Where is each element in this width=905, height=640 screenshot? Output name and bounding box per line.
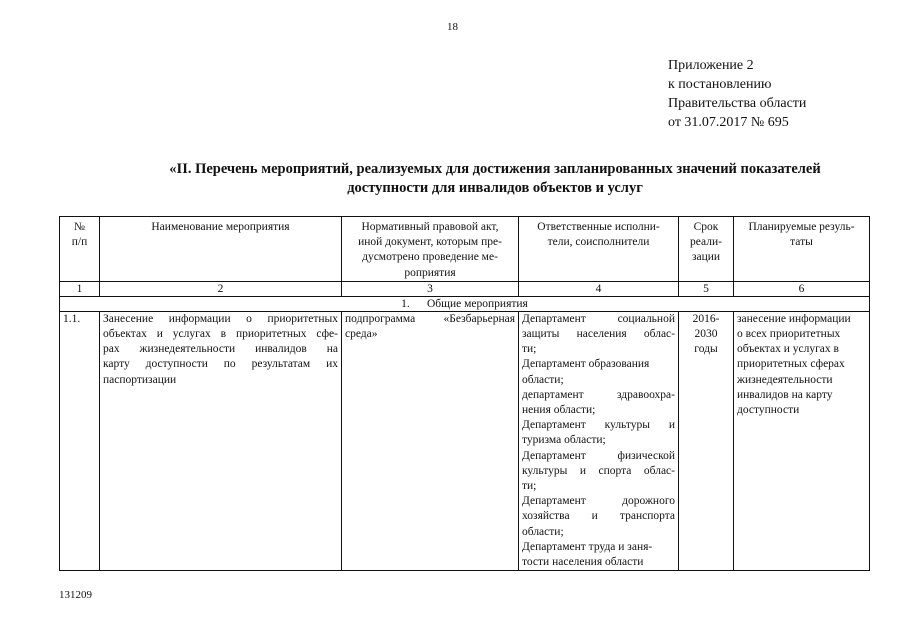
- header-line: дусмотрено проведение ме-: [362, 251, 498, 264]
- row-name-line: паспортизации: [103, 373, 177, 386]
- row-responsible-line: Департамент дорожного: [522, 495, 675, 508]
- row-act-line: подпрограмма «Безбарьерная: [345, 312, 515, 325]
- column-number: 6: [734, 281, 870, 296]
- header-line: таты: [790, 236, 813, 249]
- column-number-row: [60, 281, 870, 296]
- header-line: зации: [691, 251, 721, 264]
- column-number: 4: [519, 281, 679, 296]
- header-line: роприятия: [404, 266, 456, 279]
- row-term-line: 2016-: [692, 312, 720, 325]
- row-name-line: рах жизнедеятельности инвалидов на: [103, 343, 338, 356]
- appendix-line: к постановлению: [668, 77, 772, 92]
- header-line: Планируемые резуль-: [748, 221, 855, 233]
- row-responsible-line: культуры и спорта облас-: [522, 464, 675, 477]
- row-responsible-line: тости населения области: [522, 556, 644, 569]
- header-results: [734, 217, 870, 282]
- row-name-line: Занесение информации о приоритетных: [103, 312, 338, 325]
- row-results-line: о всех приоритетных: [737, 328, 841, 341]
- appendix-line: от 31.07.2017 № 695: [668, 115, 789, 130]
- row-name-line: объектах и услугах в приоритетных сфе-: [103, 328, 338, 341]
- section-title: 1. Общие мероприятия: [60, 296, 870, 311]
- row-term-line: 2030: [694, 328, 718, 341]
- header-responsible: [519, 217, 679, 282]
- header-term: [679, 217, 734, 282]
- row-responsible-line: защиты населения облас-: [522, 328, 675, 341]
- row-act: [342, 311, 519, 570]
- appendix-block: [668, 56, 806, 132]
- row-responsible-line: туризма области;: [522, 434, 606, 447]
- header-line: Срок: [693, 221, 719, 233]
- appendix-line: Правительства области: [668, 96, 807, 111]
- row-responsible-line: области;: [522, 373, 564, 386]
- row-responsible-line: нения области;: [522, 404, 596, 417]
- row-results-line: инвалидов на карту: [737, 388, 833, 401]
- header-line: иной документ, которым пре-: [358, 236, 502, 249]
- row-results-line: занесение информации: [737, 312, 851, 325]
- row-responsible-line: области;: [522, 525, 564, 538]
- header-line: Нормативный правовой акт,: [361, 221, 499, 233]
- row-responsible: [519, 311, 679, 570]
- column-number: 3: [342, 281, 519, 296]
- row-responsible-line: хозяйства и транспорта: [522, 510, 675, 523]
- row-responsible-line: Департамент социальной: [522, 312, 675, 325]
- row-responsible-line: Департамент физической: [522, 449, 675, 462]
- row-responsible-line: Департамент культуры и: [522, 419, 675, 432]
- header-name: [100, 217, 342, 282]
- document-title: [100, 160, 890, 198]
- document-code: 131209: [59, 589, 92, 601]
- row-responsible-line: департамент здравоохра-: [522, 388, 675, 401]
- section-row: [60, 296, 870, 311]
- row-results-line: доступности: [737, 404, 800, 417]
- measures-table: [59, 216, 870, 571]
- header-line: Наименование мероприятия: [151, 221, 290, 233]
- row-number: 1.1.: [60, 311, 100, 570]
- header-line: Ответственные исполни-: [537, 221, 660, 233]
- row-results-line: приоритетных сферах: [737, 358, 845, 371]
- row-act-line: среда»: [345, 328, 378, 341]
- title-line: доступности для инвалидов объектов и услуг: [347, 180, 643, 196]
- table-row: [60, 311, 870, 570]
- row-name-line: карту доступности по результатам их: [103, 358, 338, 371]
- header-line: реали-: [690, 236, 722, 249]
- column-number: 1: [60, 281, 100, 296]
- row-responsible-line: ти;: [522, 480, 537, 493]
- appendix-line: Приложение 2: [668, 58, 754, 73]
- title-line: «II. Перечень мероприятий, реализуемых для достижения запланированных значений показателей: [169, 161, 821, 177]
- row-term: [679, 311, 734, 570]
- header-line: тели, соисполнители: [547, 236, 650, 249]
- header-line: №: [74, 221, 85, 233]
- header-act: [342, 217, 519, 282]
- row-name: [100, 311, 342, 570]
- row-results: [734, 311, 870, 570]
- header-row: [60, 217, 870, 282]
- row-responsible-line: ти;: [522, 343, 537, 356]
- page-number: 18: [447, 21, 458, 33]
- column-number: 5: [679, 281, 734, 296]
- row-term-line: годы: [694, 343, 718, 356]
- row-responsible-line: Департамент образования: [522, 358, 650, 371]
- header-number: [60, 217, 100, 282]
- row-results-line: объектах и услугах в: [737, 343, 839, 356]
- column-number: 2: [100, 281, 342, 296]
- row-responsible-line: Департамент труда и заня-: [522, 540, 653, 553]
- header-line: п/п: [71, 236, 88, 249]
- row-results-line: жизнедеятельности: [737, 373, 833, 386]
